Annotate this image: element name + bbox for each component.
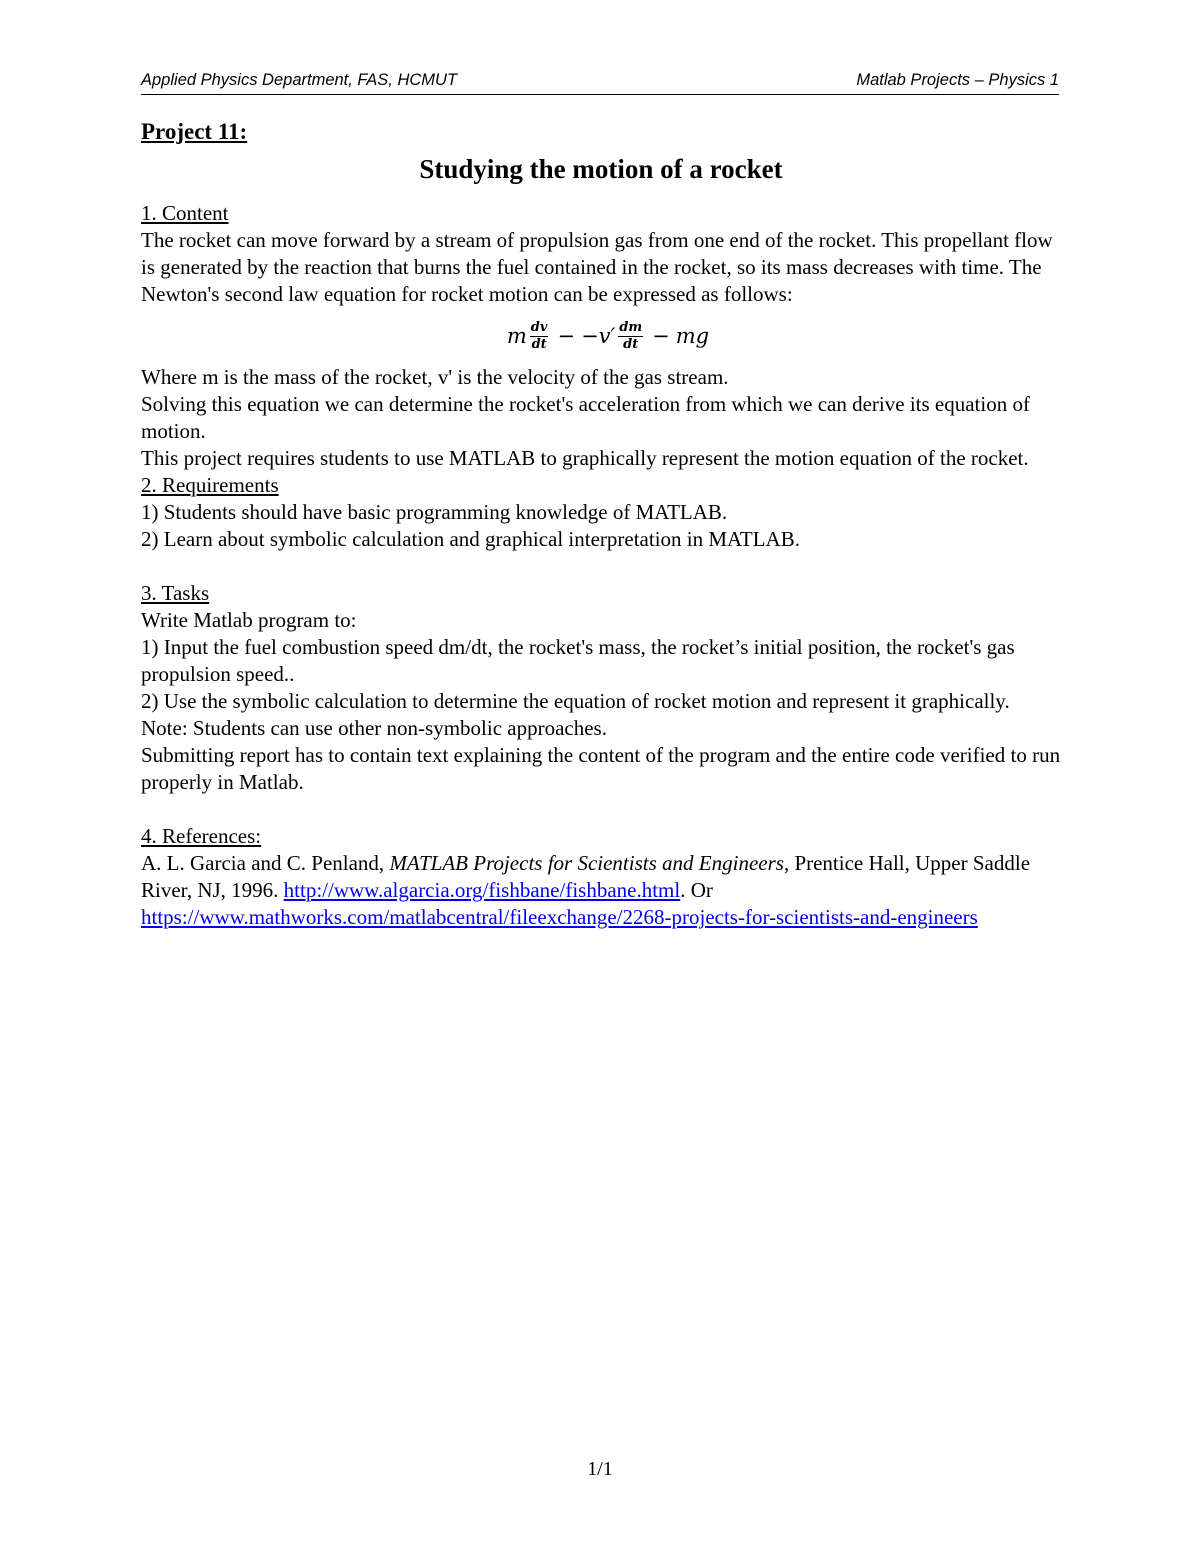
reference-publisher: , Prentice Hall, Upper Saddle River, NJ, 1996. bbox=[141, 851, 1031, 902]
eq-m: m bbox=[506, 323, 527, 348]
tasks-intro: Write Matlab program to: bbox=[141, 608, 357, 632]
requirements-heading: 2. Requirements bbox=[141, 473, 279, 497]
content-line-1: Where m is the mass of the rocket, v' is the velocity of the gas stream. bbox=[141, 365, 729, 389]
tasks-note: Note: Students can use other non-symbolic approaches. bbox=[141, 716, 607, 740]
reference-link-mathworks[interactable]: https://www.mathworks.com/matlabcentral/fileexchange/2268-projects-for-scientists-and-engineers bbox=[141, 905, 978, 929]
eq-mg: mg bbox=[675, 323, 710, 348]
reference-authors: A. L. Garcia and C. Penland, bbox=[141, 851, 390, 875]
task-item: 1) Input the fuel combustion speed dm/dt, the rocket's mass, the rocket’s initial position, the rocket's gas propulsion speed.. bbox=[141, 635, 1015, 686]
spacer bbox=[141, 553, 1061, 580]
eq-fraction-dv-dt bbox=[530, 320, 549, 353]
reference-entry bbox=[141, 850, 1061, 931]
reference-book-title: MATLAB Projects for Scientists and Engineers bbox=[389, 851, 784, 875]
tasks-submit: Submitting report has to contain text explaining the content of the program and the entire code verified to run properly in Matlab. bbox=[141, 743, 1061, 794]
content-paragraph: The rocket can move forward by a stream of propulsion gas from one end of the rocket. This propellant flow is generated by the reaction that burns the fuel contained in the rocket, so its mass decreases with time. The Newton's second law equation for rocket motion can be expressed as follows: bbox=[141, 228, 1053, 306]
eq-dt-2: dt bbox=[623, 336, 639, 352]
eq-dt-1: dt bbox=[531, 336, 547, 352]
header-department: Applied Physics Department, FAS, HCMUT bbox=[141, 71, 458, 89]
eq-neg-vprime: −v′ bbox=[581, 323, 616, 348]
project-label: Project 11: bbox=[141, 119, 248, 144]
spacer bbox=[141, 796, 1061, 823]
eq-dm: dm bbox=[619, 319, 643, 335]
task-item: 2) Use the symbolic calculation to determine the equation of rocket motion and represent it graphically. bbox=[141, 689, 1010, 713]
reference-link-algarcia[interactable]: http://www.algarcia.org/fishbane/fishbane.html bbox=[283, 878, 681, 902]
rocket-equation bbox=[141, 308, 1061, 364]
requirement-item: 1) Students should have basic programming knowledge of MATLAB. bbox=[141, 500, 728, 524]
eq-dv: dv bbox=[530, 319, 548, 335]
content-heading: 1. Content bbox=[141, 201, 229, 225]
content-line-3: This project requires students to use MATLAB to graphically represent the motion equation of the rocket. bbox=[141, 446, 1029, 470]
page-title: Studying the motion of a rocket bbox=[419, 154, 783, 184]
requirement-item: 2) Learn about symbolic calculation and graphical interpretation in MATLAB. bbox=[141, 527, 800, 551]
eq-minus-1: − bbox=[557, 323, 576, 348]
eq-fraction-dm-dt bbox=[618, 320, 643, 353]
references-heading: 4. References: bbox=[141, 824, 262, 848]
header-course: Matlab Projects – Physics 1 bbox=[856, 71, 1059, 89]
page-header bbox=[141, 70, 1059, 95]
document-body bbox=[141, 118, 1061, 931]
content-line-2: Solving this equation we can determine the rocket's acceleration from which we can derive its equation of motion. bbox=[141, 392, 1030, 443]
page-number: 1/1 bbox=[587, 1458, 613, 1480]
reference-or: . Or bbox=[680, 878, 713, 902]
eq-minus-2: − bbox=[652, 323, 670, 348]
tasks-heading: 3. Tasks bbox=[141, 581, 210, 605]
